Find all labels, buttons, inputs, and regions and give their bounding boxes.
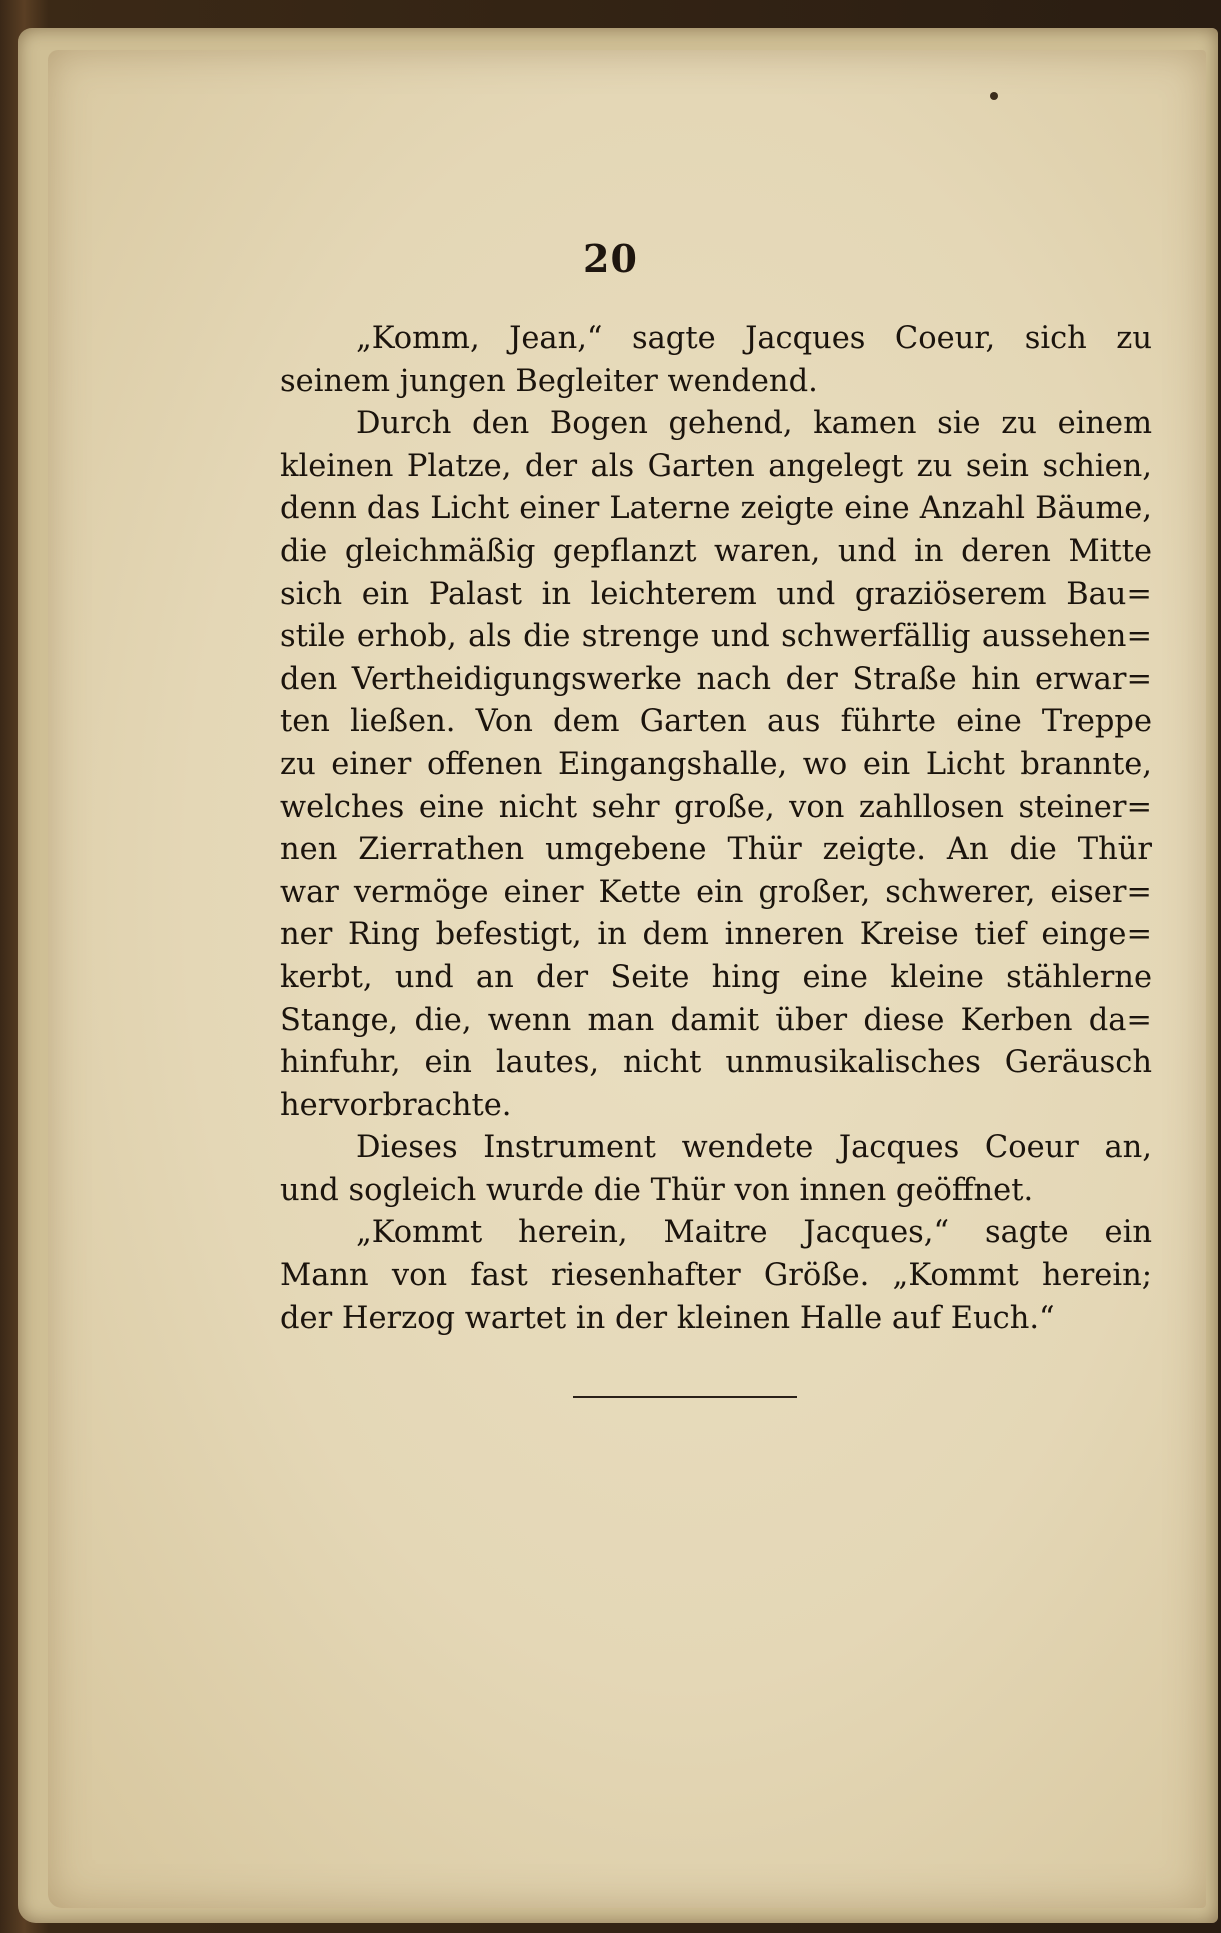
text-line: die gleichmäßig gepflanzt waren, und in deren Mitte	[280, 533, 1152, 569]
text-line: war vermöge einer Kette ein großer, schwerer, eiser=	[280, 874, 1152, 910]
text-line: kleinen Platze, der als Garten angelegt zu sein schien,	[280, 448, 1152, 484]
text-line: „Kommt herein, Maitre Jacques,“ sagte ein	[356, 1215, 1152, 1251]
text-line: seinem jungen Begleiter wendend.	[280, 363, 818, 399]
text-line: ner Ring befestigt, in dem inneren Kreise tief einge=	[280, 917, 1152, 953]
paragraph-4	[280, 1212, 1152, 1340]
text-line: kerbt, und an der Seite hing eine kleine stählerne	[280, 959, 1152, 995]
paragraph-2	[280, 403, 1152, 1127]
text-line: denn das Licht einer Laterne zeigte eine Anzahl Bäume,	[280, 491, 1152, 527]
text-line: hervorbrachte.	[280, 1087, 512, 1123]
text-line: hinfuhr, ein lautes, nicht unmusikalisches Geräusch	[280, 1045, 1152, 1081]
text-line: der Herzog wartet in der kleinen Halle auf Euch.“	[280, 1300, 1055, 1336]
text-line: Mann von fast riesenhafter Größe. „Kommt herein;	[280, 1258, 1152, 1294]
text-line: den Vertheidigungswerke nach der Straße hin erwar=	[280, 661, 1152, 697]
text-line: welches eine nicht sehr große, von zahllosen steiner=	[280, 789, 1152, 825]
text-line: nen Zierrathen umgebene Thür zeigte. An die Thür	[280, 832, 1152, 868]
text-line: „Komm, Jean,“ sagte Jacques Coeur, sich zu	[356, 321, 1152, 356]
text-line: Stange, die, wenn man damit über diese Kerben da=	[280, 1002, 1152, 1038]
text-line: Dieses Instrument wendete Jacques Coeur an,	[356, 1130, 1152, 1166]
text-line: ten ließen. Von dem Garten aus führte eine Treppe	[280, 704, 1152, 740]
page-number: 20	[583, 236, 638, 281]
body-text	[280, 318, 1152, 1340]
text-line: sich ein Palast in leichterem und graziöserem Bau=	[280, 576, 1152, 612]
section-divider-rule	[573, 1396, 797, 1398]
paragraph-3	[280, 1127, 1152, 1212]
text-line: zu einer offenen Eingangshalle, wo ein Licht brannte,	[280, 746, 1152, 782]
text-line: stile erhob, als die strenge und schwerfällig aussehen=	[280, 619, 1152, 655]
text-line: und sogleich wurde die Thür von innen geöffnet.	[280, 1172, 1034, 1208]
text-line: Durch den Bogen gehend, kamen sie zu einem	[356, 406, 1152, 442]
paragraph-1	[280, 318, 1152, 403]
ink-speck	[990, 92, 998, 100]
